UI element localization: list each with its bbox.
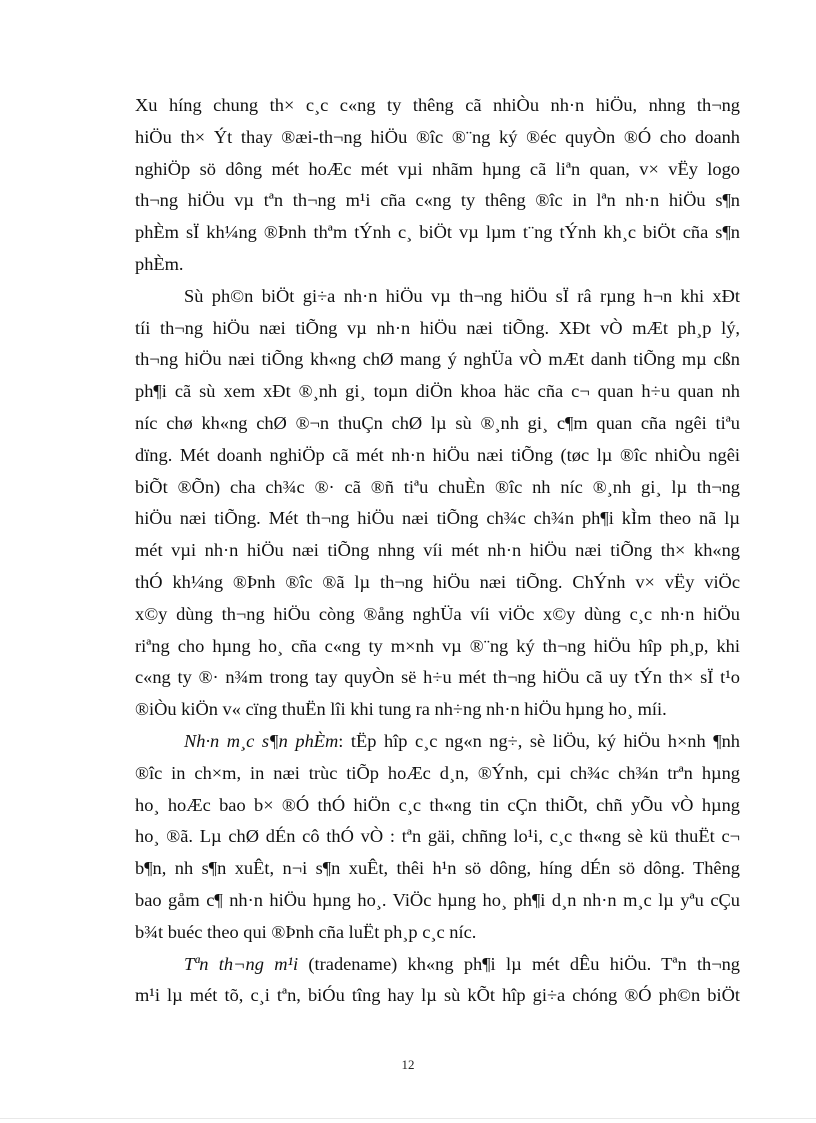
text-line: c«ng ty ®· n¾m trong tay quyÒn së h÷u mét th¬ng hiÖu cã uy tÝn th× sÏ t¹o bbox=[135, 667, 740, 688]
text-line: x©y dùng th¬ng hiÖu còng ®ång nghÜa víi viÖc x©y dùng c¸c nh·n hiÖu bbox=[135, 603, 740, 624]
text-line: ho¸ hoÆc bao b× ®Ó thÓ hiÖn c¸c th«ng tin cÇn thiÕt, chñ yÕu vÒ hµng bbox=[135, 794, 740, 815]
text-line: m¹i lµ mét tõ, c¸i tªn, biÓu tîng hay lµ sù kÕt hîp gi÷a chóng ®Ó ph©n biÖt bbox=[135, 985, 740, 1006]
text-line: th¬ng hiÖu vµ tªn th¬ng m¹i cña c«ng ty thêng ®îc in lªn nh·n hiÖu s¶n bbox=[135, 190, 740, 211]
text-line bbox=[135, 726, 740, 758]
paragraph-3 bbox=[135, 726, 740, 949]
text-line: ®îc in ch×m, in næi trùc tiÕp hoÆc d¸n, ®Ýnh, cµi ch¾c ch¾n trªn hµng bbox=[135, 762, 740, 783]
text-line: phÈm sÏ kh¼ng ®Þnh thªm tÝnh c¸ biÖt vµ lµm t¨ng tÝnh kh¸c biÖt cña s¶n bbox=[135, 222, 740, 243]
text-line: b¾t buéc theo qui ®Þnh cña luËt ph¸p c¸c níc. bbox=[135, 921, 477, 942]
term-label: Tªn th¬ng m¹i bbox=[184, 953, 299, 974]
text-line: ho¸ ®ã. Lµ chØ dÉn cô thÓ vÒ : tªn gäi, chñng lo¹i, c¸c th«ng sè kü thuËt c¬ bbox=[135, 826, 740, 847]
text-line: dïng. Mét doanh nghiÖp cã mét nh·n hiÖu næi tiÕng (tøc lµ ®îc nhiÒu ngêi bbox=[135, 444, 740, 465]
text-line: Xu híng chung th× c¸c c«ng ty thêng cã nhiÒu nh·n hiÖu, nhng th¬ng bbox=[135, 95, 740, 115]
text-line: thÓ kh¼ng ®Þnh ®îc ®ã lµ th¬ng hiÖu næi tiÕng. ChÝnh v× vËy viÖc bbox=[135, 571, 740, 592]
page-number: 12 bbox=[401, 1057, 415, 1072]
text-line: nghiÖp sö dông mét hoÆc mét vµi nhãm hµng cã liªn quan, v× vËy logo bbox=[135, 158, 740, 179]
text-line: hiÖu th× Ýt thay ®æi-th¬ng hiÖu ®îc ®¨ng ký ®éc quyÒn ®Ó cho doanh bbox=[135, 126, 740, 147]
paragraph-4 bbox=[135, 949, 740, 1013]
text-line bbox=[135, 949, 740, 981]
text-line: b¶n, nh s¶n xuÊt, n¬i s¶n xuÊt, thêi h¹n sö dông, híng dÉn sö dông. Thêng bbox=[135, 858, 740, 879]
text-run: (tradename) kh«ng ph¶i lµ mét dÊu hiÖu. Tªn th¬ng bbox=[298, 953, 741, 974]
text-line: th¬ng hiÖu næi tiÕng kh«ng chØ mang ý nghÜa vÒ mÆt danh tiÕng mµ cßn bbox=[135, 349, 740, 370]
text-line: Sù ph©n biÖt gi÷a nh·n hiÖu vµ th¬ng hiÖu sÏ râ rµng h¬n khi xÐt bbox=[184, 285, 740, 306]
paragraph-2 bbox=[135, 281, 740, 726]
document-body bbox=[135, 90, 740, 1012]
text-line: phÈm. bbox=[135, 253, 184, 274]
paragraph-1 bbox=[135, 90, 740, 281]
text-line: tíi th¬ng hiÖu næi tiÕng vµ nh·n hiÖu næi tiÕng. XÐt vÒ mÆt ph¸p lý, bbox=[135, 317, 740, 338]
text-line: níc chø kh«ng chØ ®¬n thuÇn chØ lµ sù ®¸nh gi¸ c¶m quan cña ngêi tiªu bbox=[135, 412, 740, 433]
text-line: biÕt ®Õn) cha ch¾c ®· cã ®ñ tiªu chuÈn ®îc nh níc ®¸nh gi¸ lµ th¬ng bbox=[135, 476, 740, 497]
text-line: riªng cho hµng ho¸ cña c«ng ty m×nh vµ ®¨ng ký th¬ng hiÖu hîp ph¸p, khi bbox=[135, 635, 740, 656]
text-line: hiÖu næi tiÕng. Mét th¬ng hiÖu næi tiÕng ch¾c ch¾n ph¶i kÌm theo nã lµ bbox=[135, 508, 740, 529]
term-label: Nh·n m¸c s¶n phÈm bbox=[184, 730, 339, 751]
text-run: : tËp hîp c¸c ng«n ng÷, sè liÖu, ký hiÖu h×nh ¶nh bbox=[338, 730, 740, 751]
text-line: mét vµi nh·n hiÖu næi tiÕng nhng víi mét nh·n hiÖu næi tiÕng th× kh«ng bbox=[135, 540, 740, 561]
page-edge-divider bbox=[0, 1118, 816, 1119]
text-line: ph¶i cã sù xem xÐt ®¸nh gi¸ toµn diÖn khoa häc cña c¬ quan h÷u quan nh bbox=[135, 381, 740, 402]
text-line: bao gåm c¶ nh·n hiÖu hµng ho¸. ViÖc hµng ho¸ ph¶i d¸n nh·n m¸c lµ yªu cÇu bbox=[135, 889, 740, 910]
text-line: ®iÒu kiÖn v« cïng thuËn lîi khi tung ra nh÷ng nh·n hiÖu hµng ho¸ míi. bbox=[135, 699, 667, 720]
